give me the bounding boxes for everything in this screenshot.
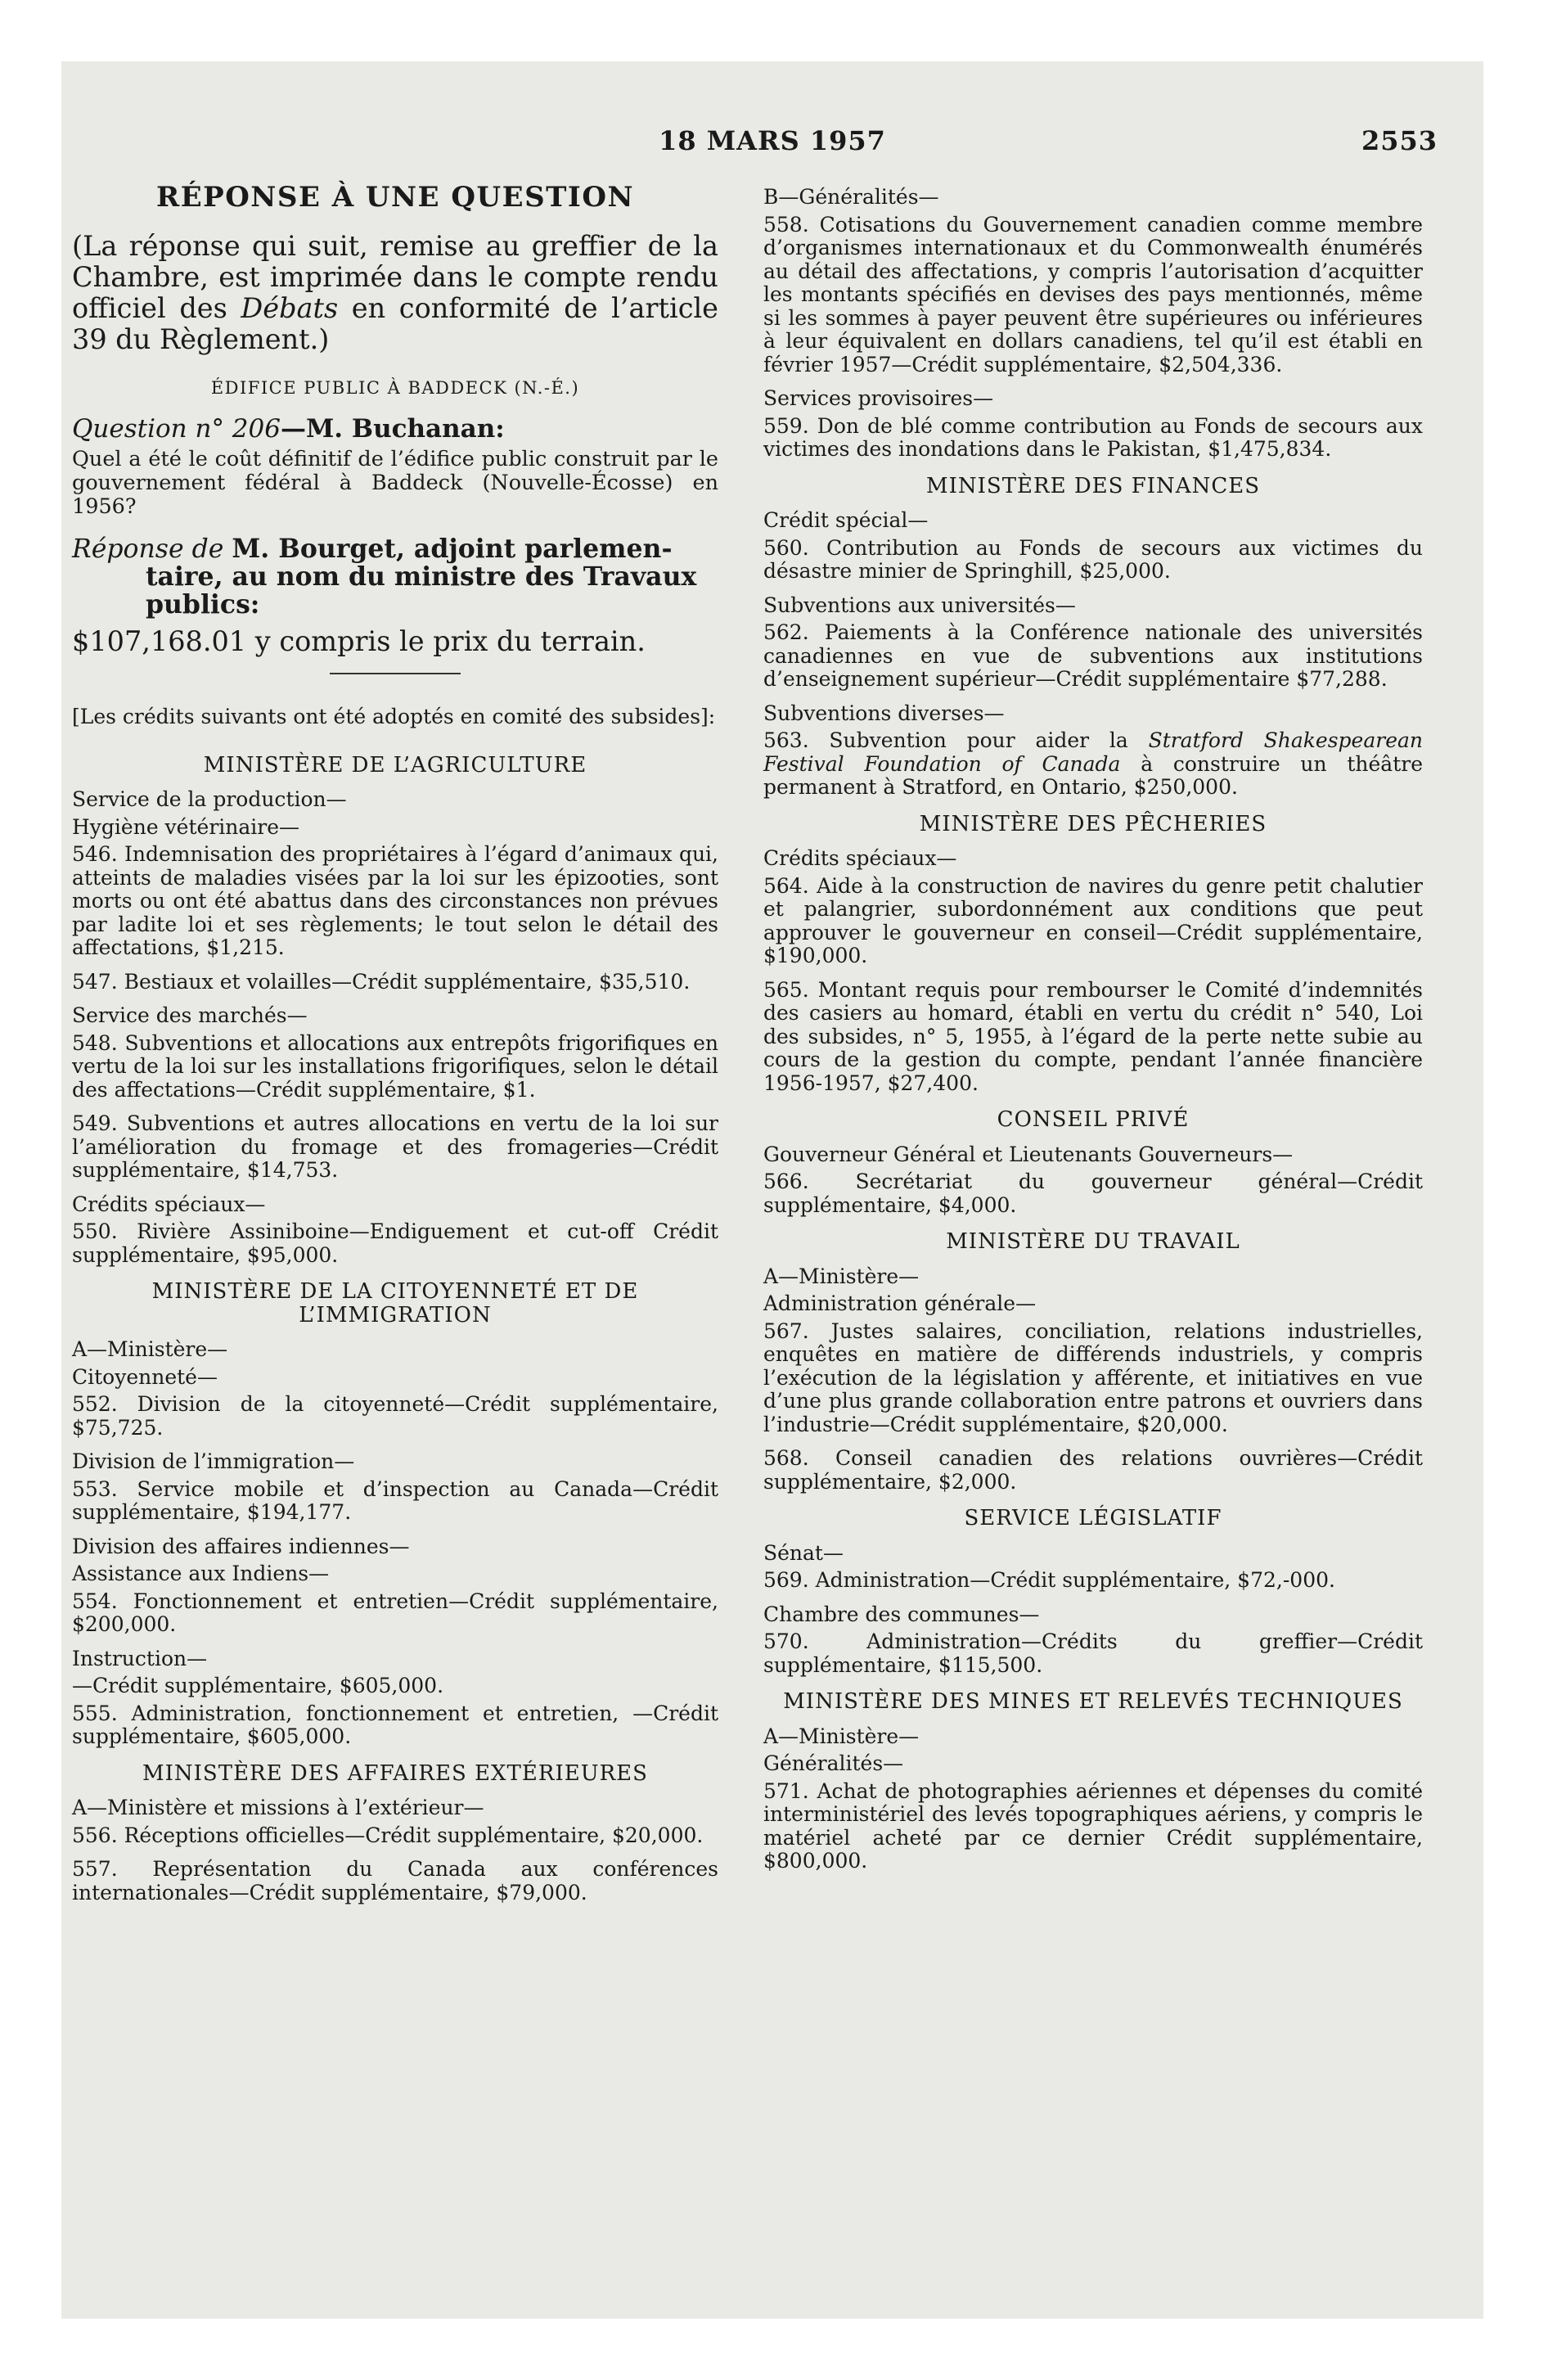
subheading: A—Ministère et missions à l’extérieur—: [72, 1796, 484, 1819]
item-548: 548. Subventions et allocations aux entrepôts frigorifiques en vertu de la loi sur les installations frigorifiques, selon le détail des affectations—Crédit supplémentaire, $1.: [72, 1030, 718, 1102]
subheading: Gouverneur Général et Lieutenants Gouverneurs—: [763, 1142, 1294, 1166]
subheading: Administration générale—: [763, 1291, 1037, 1315]
item-559: 559. Don de blé comme contribution au Fonds de secours aux victimes des inondations dans le Pakistan, $1,475,834.: [763, 413, 1423, 461]
subheading: A—Ministère—: [763, 1264, 920, 1288]
item-565: 565. Montant requis pour rembourser le Comité d’indemnités des casiers au homard, établi en vertu du crédit n° 540, Loi des subsides, n° 5, 1955, à l’égard de la perte nette subie au cours de la gestion du compte, pendant l’année financière 1956-1957, $27,400.: [763, 977, 1423, 1095]
intro-text: (La réponse qui suit, remise au greffier de la Chambre, est imprimée dans le compte rendu officiel des: [72, 229, 718, 324]
item-562: 562. Paiements à la Conférence nationale des universités canadiennes en vue de subventions aux institutions d’enseignement supérieur—Crédit supplémentaire $77,288.: [763, 620, 1423, 691]
subheading: Chambre des communes—: [763, 1602, 1040, 1626]
section-title: RÉPONSE À UNE QUESTION: [155, 181, 635, 214]
question-author: —M. Buchanan:: [280, 414, 505, 444]
item-550: 550. Rivière Assiniboine—Endiguement et cut-off Crédit supplémentaire, $95,000.: [72, 1219, 718, 1267]
item-564: 564. Aide à la construction de navires du genre petit chalutier et palangrier, subordonnément aux conditions que peut approuver le gouverneur en conseil—Crédit supplémentaire, $190,000.: [763, 873, 1423, 967]
subheading: A—Ministère—: [763, 1724, 920, 1748]
reply-author-3: publics:: [146, 588, 260, 620]
reply-label: Réponse de: [72, 534, 232, 564]
subheading: Service de la production—: [72, 787, 347, 811]
item-569: 569. Administration—Crédit supplémentaire, $72,-000.: [763, 1568, 1335, 1592]
subheading: Services provisoires—: [763, 386, 994, 410]
item-568: 568. Conseil canadien des relations ouvrières—Crédit supplémentaire, $2,000.: [763, 1446, 1423, 1494]
item-563-italic: Stratford Shakespearean Festival Foundation of Canada: [763, 728, 1424, 776]
item-567: 567. Justes salaires, conciliation, relations industrielles, enquêtes en matière de différends industriels, y compris l’exécution de la législation y afférente, et initiatives en vue d’une plus grande collaboration entre patrons et ouvriers dans l’industrie—Crédit supplémentaire, $20,000.: [763, 1318, 1423, 1436]
left-column: [72, 181, 718, 1915]
subheading: Citoyenneté—: [72, 1364, 218, 1389]
subheading: Crédits spéciaux—: [72, 1192, 266, 1216]
subheading: B—Généralités—: [763, 185, 939, 209]
question-text: Quel a été le coût définitif de l’édifice public construit par le gouvernement fédéral à Baddeck (Nouvelle-Écosse) en 1956?: [72, 446, 718, 519]
subheading: Division des affaires indiennes—: [72, 1534, 410, 1558]
subheading: Généralités—: [763, 1751, 904, 1775]
header-date: 18 MARS 1957: [659, 125, 886, 156]
intro-paragraph: [72, 231, 718, 355]
page-number: 2553: [1361, 125, 1438, 156]
bracket-note: [Les crédits suivants ont été adoptés en comité des subsides]:: [72, 705, 716, 728]
item-563: [763, 729, 1423, 800]
intro-italic: Débats: [241, 291, 339, 324]
subheading: Sénat—: [763, 1540, 844, 1565]
reply-author-2: taire, au nom du ministre des Travaux: [146, 561, 697, 592]
item-554: 554. Fonctionnement et entretien—Crédit supplémentaire, $200,000.: [72, 1589, 718, 1636]
question-label: Question n° 206: [72, 414, 281, 444]
page-scan: [61, 61, 1483, 2319]
item-570: 570. Administration—Crédits du greffier—Crédit supplémentaire, $115,500.: [763, 1629, 1423, 1677]
subheading: Instruction—: [72, 1646, 208, 1670]
section-heading-citizenship: MINISTÈRE DE LA CITOYENNETÉ ET DE L’IMMIGRATION: [151, 1279, 639, 1327]
subheading: Subventions aux universités—: [763, 593, 1076, 617]
item-563-text: 563. Subvention pour aider la: [763, 728, 1149, 752]
section-heading-mines: MINISTÈRE DES MINES ET RELEVÉS TECHNIQUES: [783, 1689, 1403, 1714]
reply-author-1: M. Bourget, adjoint parlemen-: [232, 533, 673, 564]
item-557: 557. Représentation du Canada aux conférences internationales—Crédit supplémentaire, $79,000.: [72, 1857, 718, 1904]
reply-block: [72, 535, 718, 619]
divider: [330, 673, 461, 674]
section-heading-labour: MINISTÈRE DU TRAVAIL: [946, 1229, 1240, 1254]
item-553: 553. Service mobile et d’inspection au Canada—Crédit supplémentaire, $194,177.: [72, 1476, 718, 1524]
section-heading-fisheries: MINISTÈRE DES PÊCHERIES: [919, 811, 1267, 836]
item-566: 566. Secrétariat du gouverneur général—Crédit supplémentaire, $4,000.: [763, 1170, 1423, 1217]
section-heading-agriculture: MINISTÈRE DE L’AGRICULTURE: [203, 752, 587, 778]
subheading: A—Ministère—: [72, 1337, 228, 1361]
item-549: 549. Subventions et autres allocations en vertu de la loi sur l’amélioration du fromage et des fromageries—Crédit supplémentaire, $14,753.: [72, 1111, 718, 1182]
section-heading-privy: CONSEIL PRIVÉ: [997, 1107, 1190, 1132]
item-563-text-end: à construire un théâtre permanent à Stratford, en Ontario, $250,000.: [763, 751, 1423, 799]
item-555: 555. Administration, fonctionnement et entretien, —Crédit supplémentaire, $605,000.: [72, 1701, 718, 1748]
question-line: [72, 414, 718, 444]
question-heading: ÉDIFICE PUBLIC À BADDECK (N.-É.): [210, 377, 580, 398]
subheading: Crédits spéciaux—: [763, 846, 957, 870]
item-560: 560. Contribution au Fonds de secours aux victimes du désastre minier de Springhill, $25,000.: [763, 535, 1423, 583]
right-column: [763, 186, 1423, 1884]
subheading: —Crédit supplémentaire, $605,000.: [72, 1674, 444, 1697]
subheading: Division de l’immigration—: [72, 1449, 355, 1473]
item-546: 546. Indemnisation des propriétaires à l’égard d’animaux qui, atteints de maladies visées par la loi sur les épizooties, sont morts ou ont été abattus dans des circonstances non prévues par ladite loi et ses règlements; le tout selon le détail des affectations, $1,215.: [72, 842, 718, 959]
item-558: 558. Cotisations du Gouvernement canadien comme membre d’organismes internationaux et du Commonwealth énumérés au détail des affectations, y compris l’autorisation d’acquitter les montants spécifiés en devises des pays mentionnés, même si les sommes à payer peuvent être supérieures ou inférieures à leur équivalent en dollars canadiens, tel qu’il est établi en février 1957—Crédit supplémentaire, $2,504,336.: [763, 212, 1423, 376]
subheading: Service des marchés—: [72, 1003, 308, 1027]
section-heading-external: MINISTÈRE DES AFFAIRES EXTÉRIEURES: [142, 1760, 648, 1786]
item-552: 552. Division de la citoyenneté—Crédit supplémentaire, $75,725.: [72, 1392, 718, 1440]
subheading: Subventions diverses—: [763, 701, 1005, 725]
subheading: Hygiène vétérinaire—: [72, 814, 300, 839]
subheading: Crédit spécial—: [763, 508, 929, 532]
section-heading-finance: MINISTÈRE DES FINANCES: [925, 473, 1261, 498]
item-571: 571. Achat de photographies aériennes et dépenses du comité interministériel des levés topographiques aériens, y compris le matériel acheté par ce dernier Crédit supplémentaire, $800,000.: [763, 1778, 1423, 1873]
page-header: [61, 125, 1483, 166]
intro-text-end: en conformité de l’article 39 du Règlement.): [72, 291, 718, 355]
subheading: Assistance aux Indiens—: [72, 1562, 330, 1585]
section-heading-legislative: SERVICE LÉGISLATIF: [964, 1506, 1222, 1530]
item-547: 547. Bestiaux et volailles—Crédit supplémentaire, $35,510.: [72, 969, 691, 994]
item-556: 556. Réceptions officielles—Crédit supplémentaire, $20,000.: [72, 1823, 704, 1847]
reply-amount: $107,168.01 y compris le prix du terrain.: [72, 624, 646, 657]
